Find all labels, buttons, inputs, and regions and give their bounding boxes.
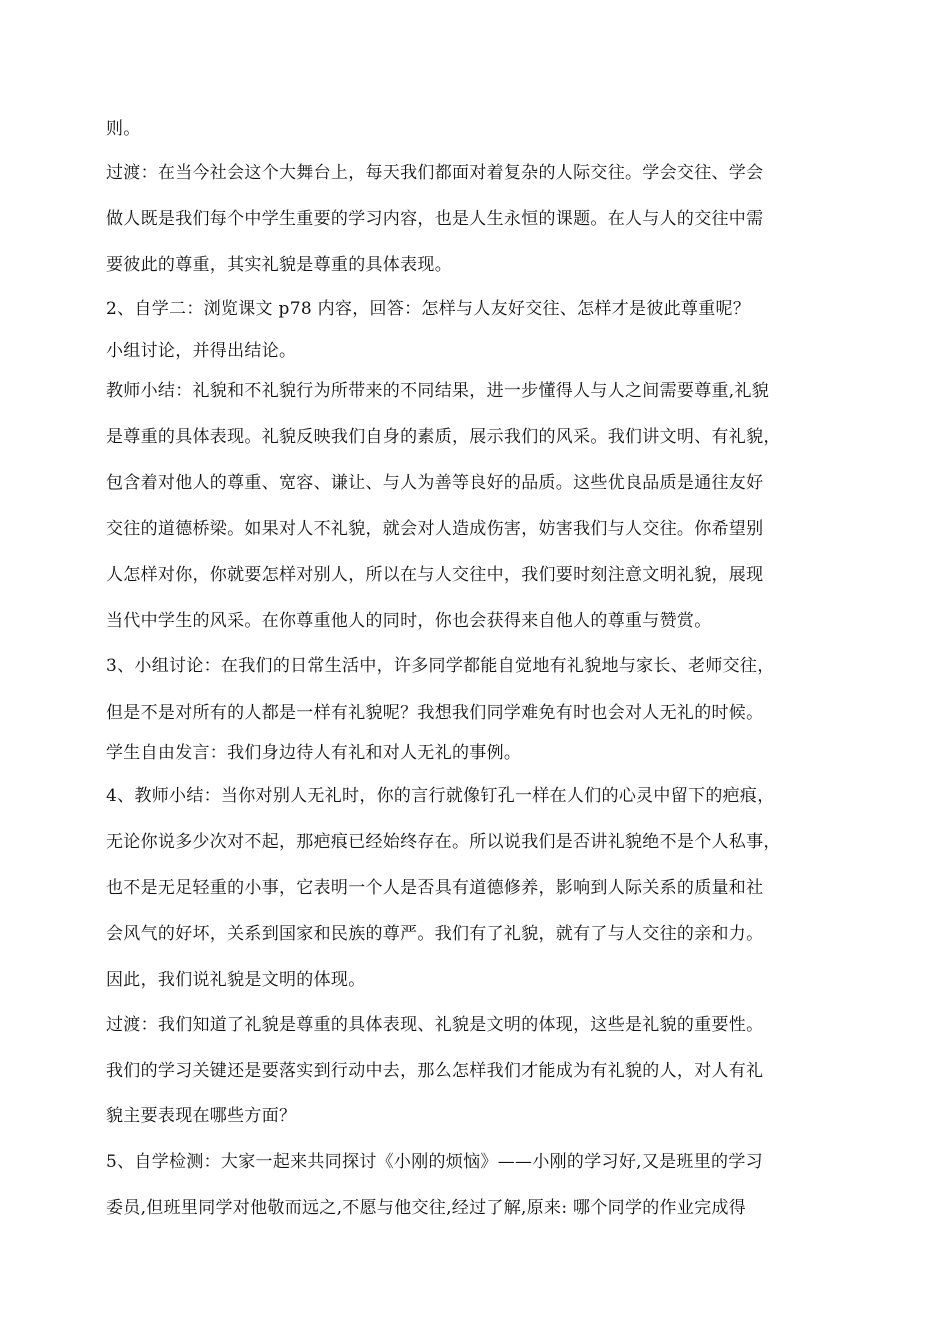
text-line: 貌主要表现在哪些方面？ [106, 1106, 297, 1126]
text-line: 做人既是我们每个中学生重要的学习内容，也是人生永恒的课题。在人与人的交往中需 [106, 209, 764, 229]
text-line: 是尊重的具体表现。礼貌反映我们自身的素质，展示我们的风采。我们讲文明、有礼貌， [106, 427, 781, 447]
text-line: 人怎样对你，你就要怎样对别人，所以在与人交往中，我们要时刻注意文明礼貌，展现 [106, 565, 764, 585]
text-line: 交往的道德桥梁。如果对人不礼貌，就会对人造成伤害，妨害我们与人交往。你希望别 [106, 519, 764, 539]
text-line: 2、自学二：浏览课文 p78 内容，回答：怎样与人友好交往、怎样才是彼此尊重呢？ [106, 299, 751, 319]
text-line: 无论你说多少次对不起，那疤痕已经始终存在。所以说我们是否讲礼貌绝不是个人私事， [106, 832, 781, 852]
text-line: 会风气的好坏，关系到国家和民族的尊严。我们有了礼貌，就有了与人交往的亲和力。 [106, 924, 764, 944]
text-line: 过渡：在当今社会这个大舞台上，每天我们都面对着复杂的人际交往。学会交往、学会 [106, 163, 764, 183]
text-line: 小组讨论，并得出结论。 [106, 341, 297, 361]
text-line: 4、教师小结：当你对别人无礼时，你的言行就像钉孔一样在人们的心灵中留下的疤痕， [106, 786, 775, 806]
text-line: 包含着对他人的尊重、宽容、谦让、与人为善等良好的品质。这些优良品质是通往友好 [106, 473, 764, 493]
text-line: 我们的学习关键还是要落实到行动中去，那么怎样我们才能成为有礼貌的人，对人有礼 [106, 1061, 764, 1081]
text-line: 教师小结：礼貌和不礼貌行为所带来的不同结果，进一步懂得人与人之间需要尊重,礼貌 [106, 381, 770, 401]
text-line: 委员,但班里同学对他敬而远之,不愿与他交往,经过了解,原来: 哪个同学的作业完成得 [106, 1198, 747, 1218]
text-line: 则。 [106, 119, 141, 139]
text-line: 学生自由发言：我们身边待人有礼和对人无礼的事例。 [106, 743, 522, 763]
text-line: 5、自学检测：大家一起来共同探讨《小刚的烦恼》——小刚的学习好,又是班里的学习 [106, 1152, 763, 1172]
text-line: 要彼此的尊重，其实礼貌是尊重的具体表现。 [106, 255, 452, 275]
text-line: 3、小组讨论：在我们的日常生活中，许多同学都能自觉地有礼貌地与家长、老师交往， [106, 656, 775, 676]
text-line: 过渡：我们知道了礼貌是尊重的具体表现、礼貌是文明的体现，这些是礼貌的重要性。 [106, 1015, 764, 1035]
text-line: 因此，我们说礼貌是文明的体现。 [106, 970, 366, 990]
text-line: 当代中学生的风采。在你尊重他人的同时，你也会获得来自他人的尊重与赞赏。 [106, 611, 712, 631]
text-line: 也不是无足轻重的小事，它表明一个人是否具有道德修养，影响到人际关系的质量和社 [106, 878, 764, 898]
text-line: 但是不是对所有的人都是一样有礼貌呢？我想我们同学难免有时也会对人无礼的时候。 [106, 703, 764, 723]
